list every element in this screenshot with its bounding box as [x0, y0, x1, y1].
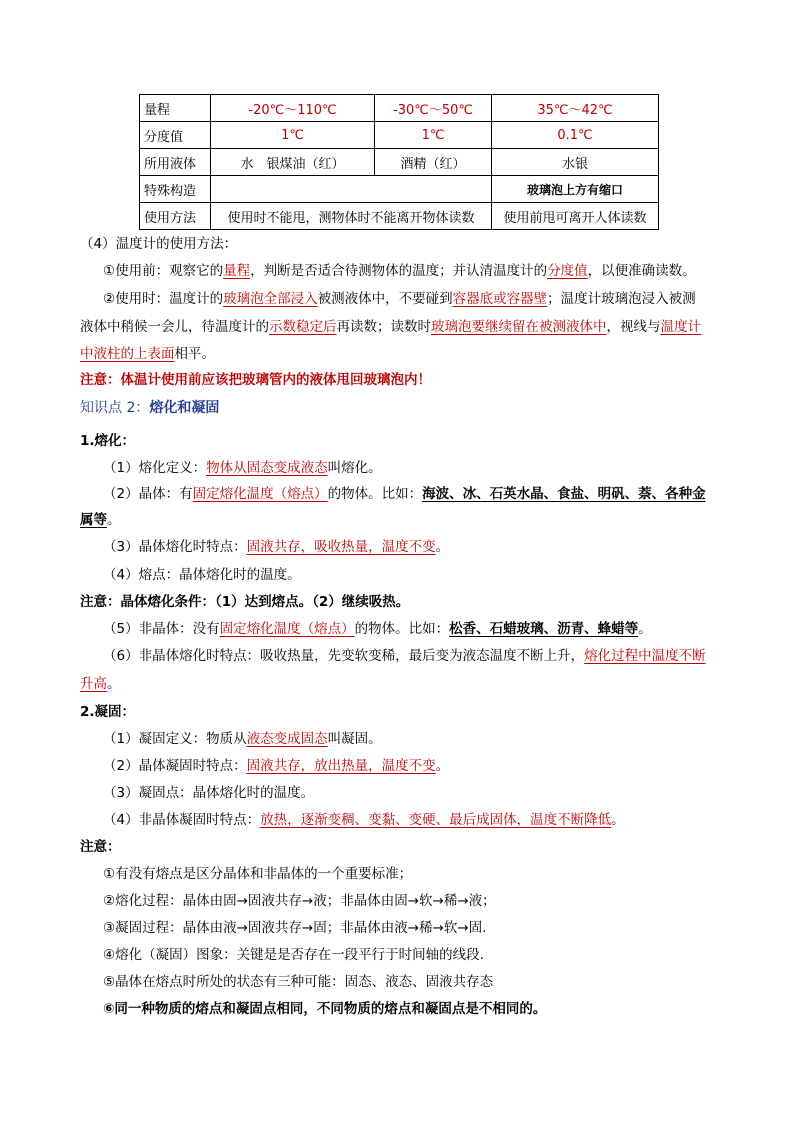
paragraph: 液体中稍候一会儿，待温度计的示数稳定后再读数；读数时玻璃泡要继续留在被测液体中，视线与温度计: [80, 319, 701, 335]
table-cell: 0.1℃: [492, 122, 659, 149]
note-text: 注意：体温计使用前应该把玻璃管内的液体甩回玻璃泡内！: [80, 372, 431, 388]
table-cell: 特殊构造: [140, 176, 211, 203]
thermometer-table: [139, 94, 659, 230]
paragraph: （1）凝固定义：物质从液态变成固态叫凝固。: [103, 731, 382, 747]
list-item: ④熔化（凝固）图象：关键是是否存在一段平行于时间轴的线段.: [103, 947, 484, 963]
table-cell: [211, 176, 492, 203]
paragraph: （5）非晶体：没有固定熔化温度（熔点）的物体。比如：松香、石蜡玻璃、沥青、蜂蜡等。: [103, 621, 652, 637]
list-item: ⑤晶体在熔点时所处的状态有三种可能：固态、液态、固液共存态: [103, 974, 494, 990]
paragraph: （1）熔化定义：物体从固态变成液态叫熔化。: [103, 460, 382, 476]
note-text: 注意：晶体熔化条件：（1）达到熔点。（2）继续吸热。: [80, 594, 410, 610]
table-row: [140, 203, 659, 230]
table-cell: 水银: [492, 149, 659, 176]
table-cell: -20℃～110℃: [211, 95, 375, 122]
table-cell: 1℃: [375, 122, 492, 149]
table-cell: 量程: [140, 95, 211, 122]
table-row: [140, 122, 659, 149]
paragraph: （3）晶体熔化时特点：固液共存，吸收热量，温度不变。: [103, 539, 450, 555]
paragraph: ①使用前：观察它的量程，判断是否适合待测物体的温度；并认清温度计的分度值，以便准确读数。: [103, 263, 696, 279]
section-heading: 1.熔化：: [80, 433, 136, 449]
table-cell: 使用方法: [140, 203, 211, 230]
table-cell: 所用液体: [140, 149, 211, 176]
table-row: [140, 149, 659, 176]
section-heading: （4）温度计的使用方法：: [80, 236, 238, 252]
table-cell: 使用前甩可离开人体读数: [492, 203, 659, 230]
list-item: ①有没有熔点是区分晶体和非晶体的一个重要标准；: [103, 866, 413, 882]
list-item: ②熔化过程：晶体由固→固液共存→液；非晶体由固→软→稀→液；: [103, 893, 496, 909]
paragraph: （2）晶体凝固时特点：固液共存，放出热量，温度不变。: [103, 758, 450, 774]
table-row: [140, 95, 659, 122]
paragraph: 升高。: [80, 676, 121, 692]
table-cell: 使用时不能甩，测物体时不能离开物体读数: [211, 203, 492, 230]
table-cell: 水 银煤油（红）: [211, 149, 375, 176]
table-cell: 分度值: [140, 122, 211, 149]
paragraph: （6）非晶体熔化时特点：吸收热量，先变软变稀，最后变为液态温度不断上升，熔化过程中温度不断: [103, 648, 706, 664]
paragraph: 中液柱的上表面相平。: [80, 346, 215, 362]
section-heading: 注意：: [80, 839, 121, 855]
list-item: ③凝固过程：晶体由液→固液共存→固；非晶体由液→稀→软→固.: [103, 920, 487, 936]
section-heading: 2.凝固：: [80, 704, 136, 720]
table-cell: -30℃～50℃: [375, 95, 492, 122]
paragraph: （2）晶体：有固定熔化温度（熔点）的物体。比如：海波、冰、石英水晶、食盐、明矾、萘、各种金: [103, 486, 706, 502]
paragraph: （4）非晶体凝固时特点：放热，逐渐变稠、变黏、变硬、最后成固体，温度不断降低。: [103, 812, 625, 828]
paragraph: ②使用时：温度计的玻璃泡全部浸入被测液体中，不要碰到容器底或容器壁；温度计玻璃泡浸入被测: [103, 291, 696, 307]
table-cell: 35℃～42℃: [492, 95, 659, 122]
paragraph: （4）熔点：晶体熔化时的温度。: [103, 567, 301, 583]
table-cell: 酒精（红）: [375, 149, 492, 176]
knowledge-point-title: 知识点 2：熔化和凝固: [80, 400, 220, 416]
table-cell: 玻璃泡上方有缩口: [492, 176, 659, 203]
list-item: ⑥同一种物质的熔点和凝固点相同，不同物质的熔点和凝固点是不相同的。: [103, 1001, 547, 1017]
paragraph: 属等。: [80, 512, 121, 528]
table-row: [140, 176, 659, 203]
table-cell: 1℃: [211, 122, 375, 149]
paragraph: （3）凝固点：晶体熔化时的温度。: [103, 785, 315, 801]
